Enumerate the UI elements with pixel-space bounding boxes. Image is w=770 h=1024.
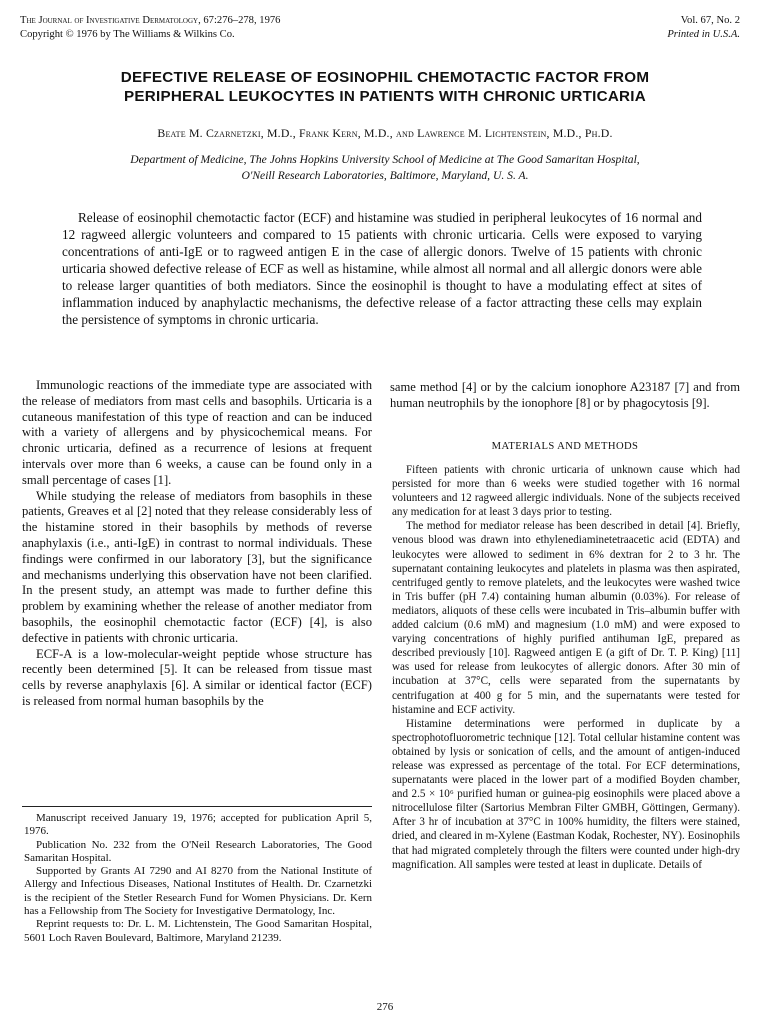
methods-paragraph-3: Histamine determinations were performed in duplicate by a spectrophotofluorometric technique [12]. Total cellular histamine content was obtained by lysis or sonication of cells, and the amount of antigen-induced release was expressed as percentage of the total. For ECF determinations, supernatants were placed in the lower part of a modified Boyden chamber, and 2.5 × 10⁶ purified human or guinea-pig eosinophils were placed above a nitrocellulose filter (Sartorius Membran Filter GMBH, Göttingen, Germany). After 3 hr of incubation at 37°C in 100% humidity, the filters were stained, dried, and cleared in m-Xylene (Eastman Kodak, Rochester, NY). Eosinophils that had migrated completely through the filters were counted under high-dry magnification. All samples were tested at least in duplicate. Details of xyxy=(392,717,740,871)
intro-paragraph-1: Immunologic reactions of the immediate type are associated with the release of mediators from mast cells and basophils. Urticaria is a cutaneous manifestation of this type of reaction and can be induced with a variety of allergens and by physicochemical means. For chronic urticaria, defined as a recurrence of lesions at frequent intervals over more than 6 weeks, a cause can be found only in a small percentage of cases [1]. xyxy=(22,378,372,487)
footnote-received: Manuscript received January 19, 1976; accepted for publication April 5, 1976. xyxy=(24,812,372,838)
printed-in: Printed in U.S.A. xyxy=(667,29,740,40)
abstract: Release of eosinophil chemotactic factor (ECF) and histamine was studied in peripheral leukocytes of 16 normal and 12 ragweed allergic volunteers and compared to 15 patients with chronic urticaria. Cells were exposed to varying concentrations of anti-IgE or to ragweed antigen E in the case of allergic donors. Twelve of 15 patients with chronic urticaria showed defective release of ECF as well as histamine, while almost all normal and all allergic donors were able to release larger quantities of both mediators. Since the eosinophil is thought to have a modulating effect at sites of inflammation induced by anaphylactic mechanisms, the defective release of a factor attracting these cells may explain the persistence of symptoms in chronic urticaria. xyxy=(62,210,702,327)
intro-continuation: same method [4] or by the calcium ionophore A23187 [7] and from human neutrophils by the ionophore [8] or by phagocytosis [9]. xyxy=(390,380,740,410)
affiliation-line-2: O'Neill Research Laboratories, Baltimore, Maryland, U. S. A. xyxy=(241,169,529,182)
author-list: Beate M. Czarnetzki, M.D., Frank Kern, M.D., and Lawrence M. Lichtenstein, M.D., Ph.D. xyxy=(157,126,613,140)
right-column-intro xyxy=(390,380,740,412)
intro-paragraph-2: While studying the release of mediators from basophils in these patients, Greaves et al [2] noted that they release considerably less of the histamine stored in their basophils by methods of reverse anaphylaxis (i.e., anti-IgE) in contrast to normal individuals. These findings were confirmed in our laboratory [3], but the significance and mechanisms underlying this observation have not been clarified. In the present study, an attempt was made to further define this problem by examining whether the release of another mediator from basophils, the eosinophil chemotactic factor (ECF) [4], is also defective in patients with chronic urticaria. xyxy=(22,488,372,645)
footnote-divider xyxy=(22,806,372,807)
running-header-right xyxy=(667,14,740,42)
journal-citation: The Journal of Investigative Dermatology, 67:276–278, 1976 xyxy=(20,15,281,26)
affiliation xyxy=(28,152,742,184)
article-title xyxy=(20,68,750,106)
intro-paragraph-3: ECF-A is a low-molecular-weight peptide whose structure has recently been determined [5]. It can be released from tissue mast cells by reverse anaphylaxis [6]. A similar or identical factor (ECF) is released from normal human basophils by the xyxy=(22,646,372,708)
footnote-support: Supported by Grants AI 7290 and AI 8270 from the National Institute of Allergy and Infectious Diseases, National Institutes of Health. Dr. Czarnetzki is the recipient of the Stetler Research Fund for Women Physicians. Dr. Kern has a Fellowship from The Society for Investigative Dermatology, Inc. xyxy=(24,865,372,918)
footnotes xyxy=(24,812,372,945)
footnote-reprint: Reprint requests to: Dr. L. M. Lichtenstein, The Good Samaritan Hospital, 5601 Loch Raven Boulevard, Baltimore, Maryland 21239. xyxy=(24,918,372,944)
methods-paragraph-2: The method for mediator release has been described in detail [4]. Briefly, venous blood was drawn into ethylenediaminetetraacetic acid (EDTA) and leukocytes were allowed to sediment in 6% dextran for 2 to 3 hr. The supernatant containing leukocytes and platelets in plasma was then aspirated, centrifuged gently to remove platelets, and the leukocytes were washed twice in Tris buffer (pH 7.4) containing human albumin (0.03%). For release of mediators, aliquots of these cells were incubated in Tris–albumin buffer with added calcium (0.6 mM) and magnesium (1.0 mM) and were exposed to varying concentrations of highly purified antihuman IgE, prepared as described previously [10]. Ragweed antigen E (a gift of Dr. T. P. King) [11] was used for release from leukocytes of allergic donors. After 30 min of incubation at 37°C, cells were separated from the supernatants by centrifugation at 400 g for 5 min, and the supernatants were tested for histamine and ECF activity. xyxy=(392,520,740,716)
page-number: 276 xyxy=(376,1001,394,1013)
title-line-1: DEFECTIVE RELEASE OF EOSINOPHIL CHEMOTACTIC FACTOR FROM xyxy=(120,69,650,86)
methods-section xyxy=(392,463,740,872)
affiliation-line-1: Department of Medicine, The Johns Hopkins University School of Medicine at The Good Samaritan Hospital, xyxy=(130,153,640,166)
title-line-2: PERIPHERAL LEUKOCYTES IN PATIENTS WITH CHRONIC URTICARIA xyxy=(124,88,646,105)
methods-paragraph-1: Fifteen patients with chronic urticaria of unknown cause which had persisted for more than 6 weeks were studied together with 16 normal volunteers and 12 ragweed allergic individuals. None of the subjects received any medication for at least 3 days prior to testing. xyxy=(392,464,740,519)
section-heading-methods: MATERIALS AND METHODS xyxy=(491,441,639,452)
volume-number: Vol. 67, No. 2 xyxy=(680,15,740,26)
footnote-publication: Publication No. 232 from the O'Neil Research Laboratories, The Good Samaritan Hospital. xyxy=(24,838,372,864)
running-header-left xyxy=(20,14,280,42)
left-column xyxy=(22,378,372,710)
copyright-line: Copyright © 1976 by The Williams & Wilkins Co. xyxy=(20,29,235,40)
